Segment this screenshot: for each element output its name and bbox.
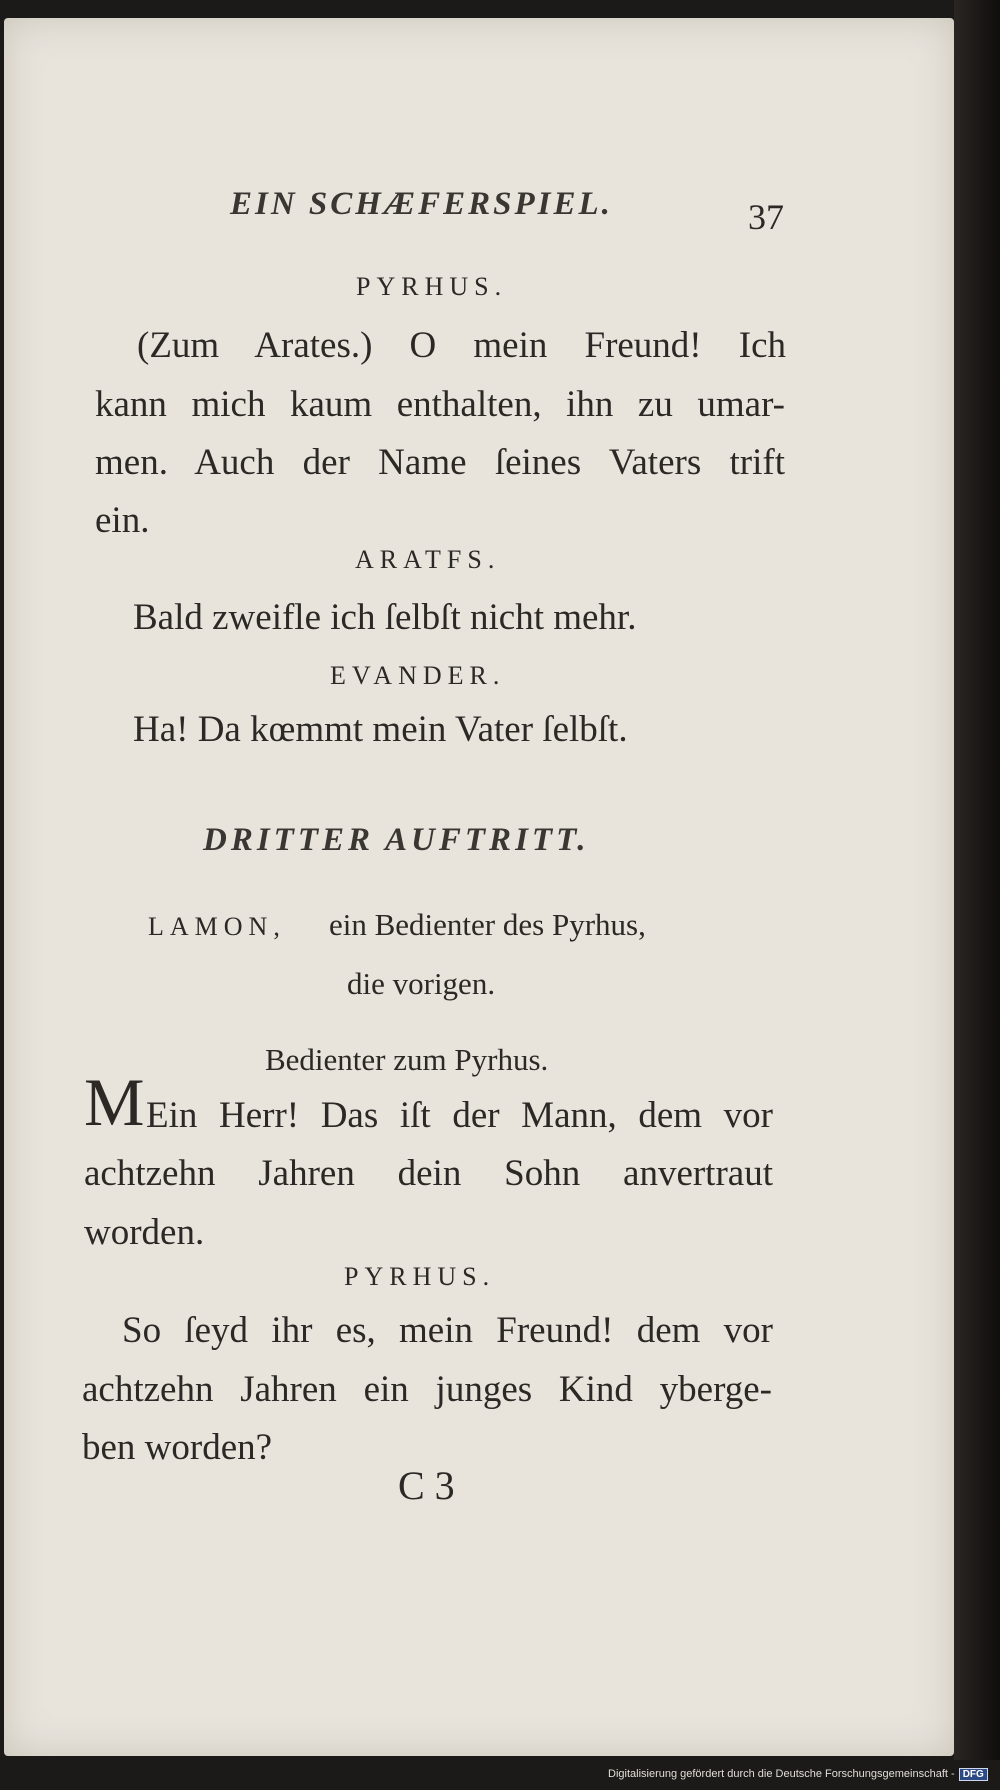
text-line: worden.: [84, 1212, 205, 1253]
cast-name: LAMON,: [148, 912, 286, 941]
speaker-evander: EVANDER.: [330, 661, 506, 690]
speaker-pyrhus: PYRHUS.: [356, 272, 508, 301]
speaker-arates: ARATFS.: [355, 545, 501, 574]
cast-description: die vorigen.: [347, 966, 496, 1001]
text-line: kann mich kaum enthalten, ihn zu umar-: [95, 384, 785, 425]
cast-description: ein Bedienter des Pyrhus,: [329, 907, 646, 942]
text-line: So ſeyd ihr es, mein Freund! dem vor: [122, 1310, 773, 1351]
page-edge: [954, 0, 1000, 1760]
scene-title: DRITTER AUFTRITT.: [203, 822, 590, 858]
text-line: Bald zweifle ich ſelbſt nicht mehr.: [133, 597, 637, 638]
running-head: EIN SCHÆFERSPIEL.: [230, 186, 613, 222]
page-number: 37: [748, 197, 784, 237]
digitization-credit: [608, 1768, 988, 1781]
text-line: ben worden?: [82, 1427, 273, 1468]
text-line: Ein Herr! Das iſt der Mann, dem vor: [146, 1095, 773, 1136]
speaker-pyrhus: PYRHUS.: [344, 1262, 496, 1291]
credit-text: Digitalisierung gefördert durch die Deutsche Forschungsgemeinschaft -: [608, 1768, 955, 1780]
dfg-logo: DFG: [959, 1768, 988, 1781]
text-line: men. Auch der Name ſeines Vaters trift: [95, 442, 785, 483]
text-line: achtzehn Jahren dein Sohn anvertraut: [84, 1153, 773, 1194]
drop-cap: M: [84, 1064, 145, 1140]
text-line: Ha! Da kœmmt mein Vater ſelbſt.: [133, 709, 628, 750]
text-line: achtzehn Jahren ein junges Kind yberge-: [82, 1369, 772, 1410]
speaker-bedienter: Bedienter zum Pyrhus.: [265, 1042, 549, 1077]
text-line: (Zum Arates.) O mein Freund! Ich: [137, 325, 786, 366]
text-line: ein.: [95, 500, 150, 541]
signature-mark: C 3: [398, 1463, 455, 1508]
